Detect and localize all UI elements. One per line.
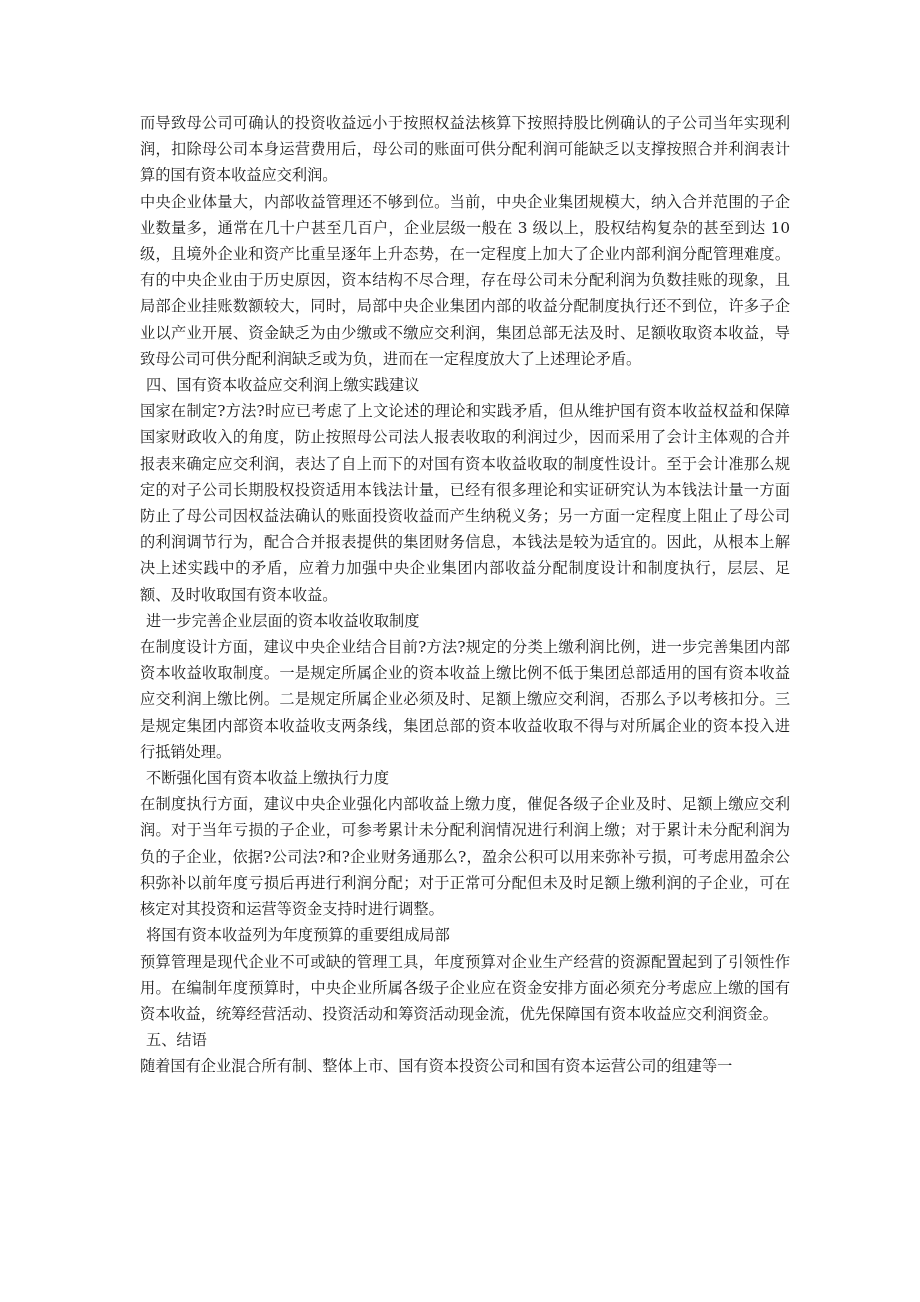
- paragraph: 随着国有企业混合所有制、整体上市、国有资本投资公司和国有资本运营公司的组建等一: [140, 1057, 733, 1076]
- paragraph: 在制度设计方面，建议中央企业结合目前?方法?规定的分类上缴利润比例，进一步完善集团内部资本收益收取制度。一是规定所属企业的资本收益上缴比例不低于集团总部适用的国有资本收益应交利润上缴比例。二是规定所属企业必须及时、足额上缴应交利润，否那么予以考核扣分。三是规定集团内部资本收益收支两条线，集团总部的资本收益收取不得与对所属企业的资本投入进行抵销处理。: [140, 638, 790, 761]
- paragraph: 国家在制定?方法?时应已考虑了上文论述的理论和实践矛盾，但从维护国有资本收益权益和保障国家财政收入的角度，防止按照母公司法人报表收取的利润过少，因而采用了会计主体观的合并报表来确定应交利润，表达了自上而下的对国有资本收益收取的制度性设计。至于会计准那么规定的对子公司长期股权投资适用本钱法计量，已经有很多理论和实证研究认为本钱法计量一方面防止了母公司因权益法确认的账面投资收益而产生纳税义务；另一方面一定程度上阻止了母公司的利润调节行为，配合合并报表提供的集团财务信息，本钱法是较为适宜的。因此，从根本上解决上述实践中的矛盾，应着力加强中央企业集团内部收益分配制度设计和制度执行，层层、足额、及时收取国有资本收益。: [140, 402, 790, 604]
- section-heading: 四、国有资本收益应交利润上缴实践建议: [146, 376, 420, 395]
- section-heading: 将国有资本收益列为年度预算的重要组成局部: [146, 926, 450, 945]
- document-page: [140, 110, 790, 1080]
- section-heading: 进一步完善企业层面的资本收益收取制度: [146, 611, 420, 630]
- section-heading: 不断强化国有资本收益上缴执行力度: [146, 769, 389, 788]
- section-heading: 五、结语: [146, 1031, 207, 1050]
- paragraph: 中央企业体量大，内部收益管理还不够到位。当前，中央企业集团规模大，纳入合并范围的子企业数量多，通常在几十户甚至几百户，企业层级一般在 3 级以上，股权结构复杂的甚至到达 10 级，且境外企业和资产比重呈逐年上升态势，在一定程度上加大了企业内部利润分配管理难度。有的中央企业由于历史原因，资本结构不尽合理，存在母公司未分配利润为负数挂账的现象，且局部企业挂账数额较大，同时，局部中央企业集团内部的收益分配制度执行还不到位，许多子企业以产业开展、资金缺乏为由少缴或不缴应交利润，集团总部无法及时、足额收取资本收益，导致母公司可供分配利润缺乏或为负，进而在一定程度放大了上述理论矛盾。: [140, 192, 790, 368]
- paragraph: 预算管理是现代企业不可或缺的管理工具，年度预算对企业生产经营的资源配置起到了引领性作用。在编制年度预算时，中央企业所属各级子企业应在资金安排方面必须充分考虑应上缴的国有资本收益，统筹经营活动、投资活动和筹资活动现金流，优先保障国有资本收益应交利润资金。: [140, 952, 790, 1023]
- paragraph: 在制度执行方面，建议中央企业强化内部收益上缴力度，催促各级子企业及时、足额上缴应交利润。对于当年亏损的子企业，可参考累计未分配利润情况进行利润上缴；对于累计未分配利润为负的子企业，依据?公司法?和?企业财务通那么?，盈余公积可以用来弥补亏损，可考虑用盈余公积弥补以前年度亏损后再进行利润分配；对于正常可分配但未及时足额上缴利润的子企业，可在核定对其投资和运营等资金支持时进行调整。: [140, 795, 790, 919]
- paragraph: 而导致母公司可确认的投资收益远小于按照权益法核算下按照持股比例确认的子公司当年实现利润，扣除母公司本身运营费用后，母公司的账面可供分配利润可能缺乏以支撑按照合并利润表计算的国有资本收益应交利润。: [140, 114, 790, 185]
